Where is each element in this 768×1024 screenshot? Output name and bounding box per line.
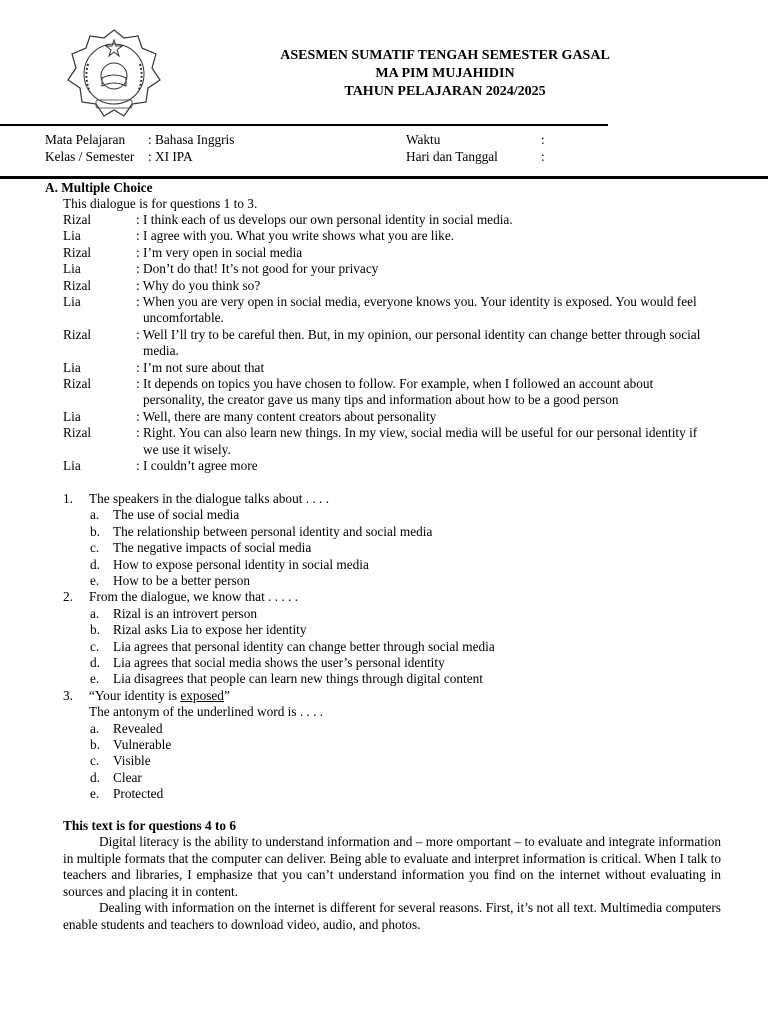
option-text: Lia disagrees that people can learn new things through digital content (113, 671, 483, 687)
school-logo-emblem (62, 28, 166, 118)
header-divider (0, 124, 608, 126)
option-text: Lia agrees that social media shows the user’s personal identity (113, 655, 445, 670)
option-text: Lia agrees that personal identity can change better through social media (113, 638, 495, 654)
question-text: The speakers in the dialogue talks about . . . . (89, 491, 330, 506)
option-letter: d. (90, 769, 100, 785)
time-value: : (541, 132, 545, 147)
subject-value: : Bahasa Inggris (148, 132, 235, 147)
dialogue-line: : I think each of us develops our own personal identity in social media. (136, 212, 513, 227)
option-letter: b. (90, 737, 100, 752)
dialogue-line: : Well I’ll try to be careful then. But, in my opinion, our personal identity can change better through social (136, 326, 701, 342)
option-letter: d. (90, 655, 100, 670)
option-letter: c. (90, 540, 100, 556)
dialogue-speaker: Lia (63, 294, 81, 309)
option-text: Vulnerable (113, 737, 172, 752)
dialogue-line: personality, the creator gave us many tips and information about how to be a good person (143, 392, 619, 408)
dialogue-line: : It depends on topics you have chosen to follow. For example, when I followed an account about (136, 376, 654, 391)
question-number: 3. (63, 687, 73, 703)
quote-start: “Your identity is (89, 687, 181, 703)
option-letter: a. (90, 605, 100, 621)
class-label: Kelas / Semester (45, 149, 135, 164)
question-number: 2. (63, 589, 73, 605)
dialogue-speaker: Rizal (63, 244, 92, 260)
option-text: The relationship between personal identity and social media (113, 523, 433, 539)
option-text: Protected (113, 786, 164, 802)
question-text: From the dialogue, we know that . . . . . (89, 589, 299, 605)
option-text: Rizal is an introvert person (113, 605, 258, 621)
option-text: The negative impacts of social media (113, 540, 312, 556)
dialogue-speaker: Rizal (63, 425, 92, 441)
date-value: : (541, 149, 545, 164)
option-letter: c. (90, 753, 100, 769)
option-text: Clear (113, 769, 142, 785)
option-letter: a. (90, 720, 100, 736)
reading-paragraph-1: Digital literacy is the ability to understand information and – more omportant – to evaluate and integrate information in multiple formats that the computer can deliver. Being able to evaluate and interpret information is critical. When I talk to teachers and libraries, I emphasize that you can’t understand information you find on the internet without evaluating in sources and placing it in content. (63, 834, 721, 899)
dialogue-line: media. (143, 343, 179, 359)
question-subtext: The antonym of the underlined word is . . . . (89, 704, 324, 720)
quote-end: ” (223, 687, 230, 703)
exam-title: ASESMEN SUMATIF TENGAH SEMESTER GASAL (280, 48, 610, 63)
section-heading: A. Multiple Choice (45, 180, 153, 195)
dialogue-line: : Don’t do that! It’s not good for your privacy (136, 261, 379, 277)
dialogue-line: : Right. You can also learn new things. In my view, social media will be useful for our personal identity if (136, 425, 698, 441)
question-text (89, 688, 230, 704)
dialogue-speaker: Rizal (63, 277, 92, 293)
dialogue-speaker: Rizal (63, 212, 92, 227)
option-text: Visible (113, 753, 151, 769)
option-letter: e. (90, 786, 100, 802)
option-text: How to be a better person (113, 573, 250, 588)
dialogue-line: : When you are very open in social media, everyone knows you. Your identity is exposed. You would feel (136, 294, 697, 309)
option-letter: a. (90, 507, 100, 523)
dialogue-speaker: Lia (63, 359, 81, 375)
dialogue-speaker: Lia (63, 228, 81, 244)
option-letter: e. (90, 573, 100, 588)
dialogue-line: : Why do you think so? (136, 277, 261, 293)
dialogue-line: uncomfortable. (143, 310, 224, 326)
question-number: 1. (63, 491, 73, 506)
option-letter: b. (90, 622, 100, 638)
dialogue-speaker: Rizal (63, 376, 92, 391)
dialogue-speaker: Lia (63, 261, 81, 277)
school-name: MA PIM MUJAHIDIN (375, 66, 515, 81)
option-text: How to expose personal identity in social media (113, 556, 369, 572)
reading-paragraph-2: Dealing with information on the internet is different for several reasons. First, it’s not all text. Multimedia computers enable students and teachers to download video, audio, and photos. (63, 900, 721, 932)
dialogue-line: : Well, there are many content creators about personality (136, 408, 437, 424)
dialogue-speaker: Lia (63, 458, 81, 473)
option-text: The use of social media (113, 507, 240, 523)
option-text: Revealed (113, 720, 163, 736)
dialogue-line: we use it wisely. (143, 441, 231, 457)
option-letter: b. (90, 523, 100, 539)
option-text: Rizal asks Lia to expose her identity (113, 622, 307, 638)
underlined-word: exposed (180, 687, 224, 703)
info-divider (0, 176, 768, 179)
option-letter: c. (90, 638, 100, 654)
dialogue-intro: This dialogue is for questions 1 to 3. (63, 196, 258, 211)
subject-label: Mata Pelajaran (45, 132, 126, 147)
dialogue-line: : I’m very open in social media (136, 244, 303, 260)
academic-year: TAHUN PELAJARAN 2024/2025 (344, 84, 546, 99)
dialogue-line: : I’m not sure about that (136, 359, 265, 375)
reading-heading: This text is for questions 4 to 6 (63, 818, 236, 833)
time-label: Waktu (406, 132, 441, 147)
dialogue-line: : I agree with you. What you write shows what you are like. (136, 228, 455, 244)
option-letter: d. (90, 556, 100, 572)
class-value: : XI IPA (148, 149, 193, 164)
dialogue-speaker: Lia (63, 408, 81, 424)
date-label: Hari dan Tanggal (406, 149, 498, 164)
option-letter: e. (90, 671, 100, 687)
dialogue-line: : I couldn’t agree more (136, 458, 258, 473)
dialogue-speaker: Rizal (63, 326, 92, 342)
